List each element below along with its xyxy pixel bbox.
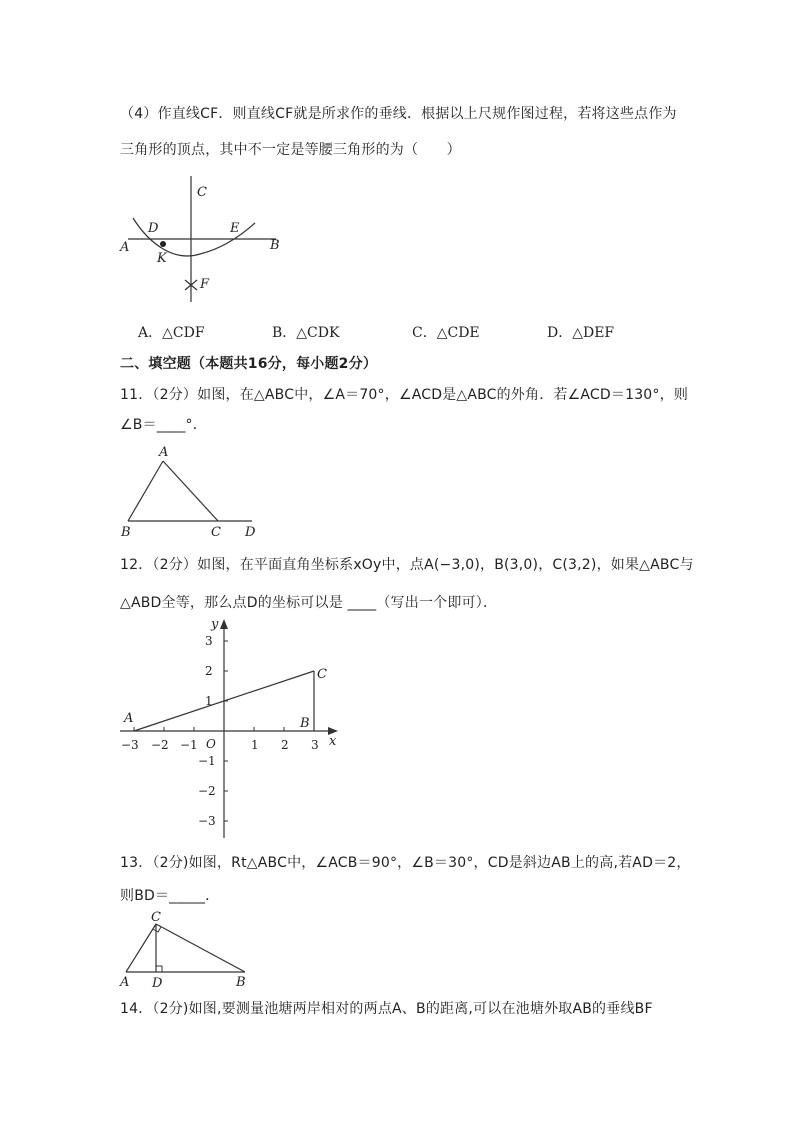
q13-label-b: B <box>236 975 246 990</box>
q10-label-e: E <box>230 221 240 236</box>
q12-text-line2: △ABD全等，那么点D的坐标可以是 ____（写出一个即可）． <box>120 595 498 611</box>
q12-x-tick-label: −3 <box>121 738 139 752</box>
q12-x-tick-label: −2 <box>151 738 169 752</box>
q10-option-c[interactable]: C．△CDE <box>412 325 480 341</box>
q12-y-tick-label: 1 <box>205 694 213 708</box>
q12-x-tick-label: 2 <box>281 738 289 752</box>
q13-label-a: A <box>120 975 130 990</box>
q13-side-bc <box>156 924 245 972</box>
q10-option-d[interactable]: D．△DEF <box>547 325 615 341</box>
q10-label-k: K <box>157 251 167 266</box>
q12-point-label-b: B <box>300 716 310 731</box>
q12-point-label-c: C <box>317 667 327 682</box>
q12-y-tick-label: −2 <box>198 784 216 798</box>
q12-x-tick-label: 1 <box>251 738 259 752</box>
q12-axis-label-x: x <box>329 734 337 749</box>
q13-text-line1: 13．（2分)如图，Rt△ABC中，∠ACB＝90°，∠B＝30°，CD是斜边AB上的高,若AD＝2， <box>120 855 691 871</box>
q10-text-line1: （4）作直线CF．则直线CF就是所求作的垂线．根据以上尺规作图过程，若将这些点作为 <box>120 106 677 122</box>
q12-y-tick-label: −1 <box>198 754 216 768</box>
q12-x-tick-label: −1 <box>180 738 198 752</box>
q11-text-line1: 11．（2分）如图，在△ABC中，∠A＝70°，∠ACD是△ABC的外角．若∠ACD＝130°，则 <box>120 387 689 403</box>
q12-y-tick-label: 2 <box>205 664 213 678</box>
q10-label-d: D <box>148 221 159 236</box>
q13-text-line2: 则BD＝_____． <box>120 888 220 904</box>
q12-x-tick-label: 3 <box>311 738 319 752</box>
q10-option-a[interactable]: A．△CDF <box>138 325 205 341</box>
q12-axis-label-y: y <box>211 617 219 632</box>
q11-label-c: C <box>211 525 221 540</box>
q12-text-line1: 12．（2分）如图，在平面直角坐标系xOy中，点A(−3,0)，B(3,0)，C(3,2)，如果△ABC与 <box>120 557 694 573</box>
q14-text-line1: 14．（2分)如图,要测量池塘两岸相对的两点A、B的距离,可以在池塘外取AB的垂线BF <box>120 1001 653 1017</box>
q12-point-label-a: A <box>124 711 134 726</box>
q12-y-tick-label: 3 <box>205 634 213 648</box>
section2-title: 二、填空题（本题共16分，每小题2分） <box>120 356 378 372</box>
q13-label-c: C <box>151 910 161 925</box>
q13-label-d: D <box>152 976 163 991</box>
q12-y-tick-label: −3 <box>198 814 216 828</box>
q11-text-line2: ∠B＝____°． <box>120 417 207 433</box>
q13-right-angle-mark-d <box>156 966 162 972</box>
q10-label-b: B <box>270 238 280 253</box>
q10-label-f: F <box>200 277 210 292</box>
q11-label-d: D <box>245 525 256 540</box>
q12-origin-label: O <box>206 737 216 751</box>
q10-text-line2: 三角形的顶点，其中不一定是等腰三角形的为（ ） <box>120 142 461 158</box>
q10-label-a: A <box>120 240 130 255</box>
q10-option-b[interactable]: B．△CDK <box>272 325 340 341</box>
q11-label-a: A <box>159 445 169 460</box>
q13-side-ac <box>126 924 156 972</box>
q10-label-c: C <box>197 185 207 200</box>
q11-label-b: B <box>121 525 131 540</box>
